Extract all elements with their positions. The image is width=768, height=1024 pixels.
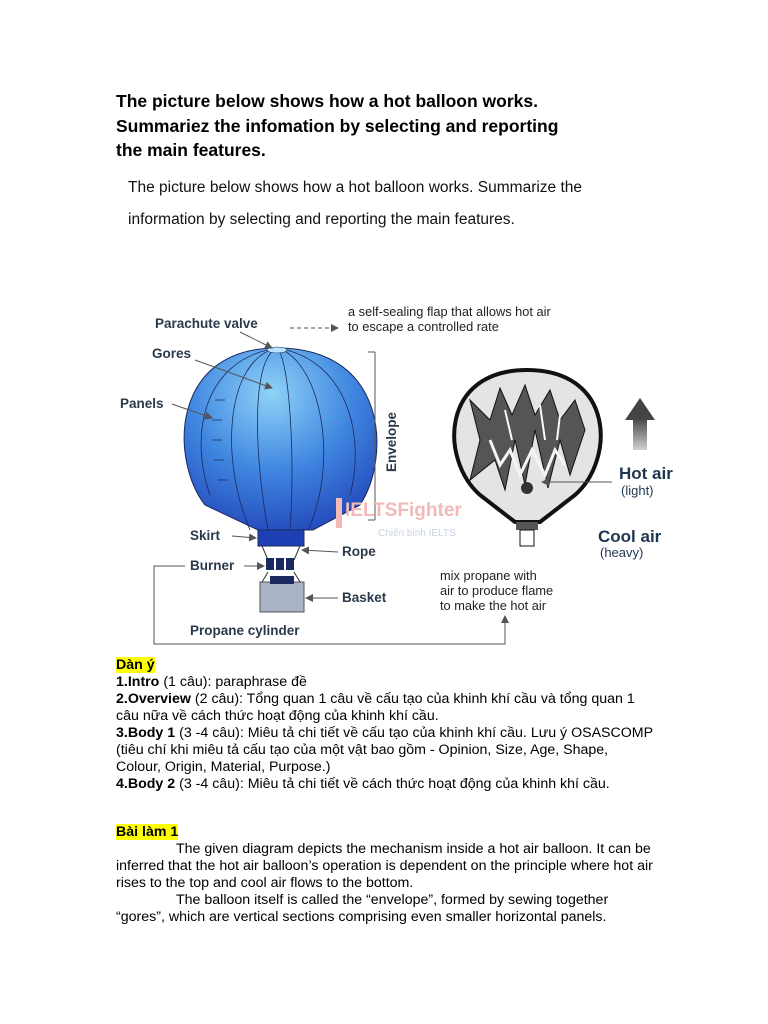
outline-item-4: 4.Body 2 (3 -4 câu): Miêu tả chi tiết về cách thức hoạt động của khinh khí cầu. [116,776,610,792]
note-flap-line-2: to escape a controlled rate [348,319,499,334]
label-hot-air: Hot air [619,464,673,483]
outline-section [116,657,656,793]
prompt-line-2: information by selecting and reporting the main features. [128,211,515,228]
watermark-logo: IELTSFighter [345,500,462,521]
watermark-tagline: Chiến binh IELTS [378,528,456,539]
note-mix-line-1: mix propane with [440,568,537,583]
burner [266,558,294,570]
label-panels: Panels [120,396,164,411]
label-cool-air-sub: (heavy) [600,545,644,560]
heading-line-3: the main features. [116,140,266,160]
label-cool-air: Cool air [598,527,662,546]
label-basket: Basket [342,590,387,605]
heading-line-2: Summariez the infomation by selecting and reporting [116,115,559,136]
outline-title: Dàn ý [116,657,155,673]
essay-paragraph-2: The balloon itself is called the “envelope”, formed by sewing together “gores”, which are vertical sections comprising even smaller horizontal panels. [116,892,609,925]
task-heading [116,89,676,163]
label-rope: Rope [342,544,376,559]
label-hot-air-sub: (light) [621,483,654,498]
task-prompt [128,172,728,236]
heading-line-1: The picture below shows how a hot balloon works. [116,91,538,111]
rising-air-arrow-icon [625,398,655,450]
basket [260,582,304,612]
label-gores: Gores [152,346,192,361]
label-skirt: Skirt [190,528,221,543]
essay-title: Bài làm 1 [116,824,179,840]
essay-paragraph-1: The given diagram depicts the mechanism inside a hot air balloon. It can be inferred that the hot air balloon’s operation is dependent on the principle where hot air rises to the top and cool air flows to the bottom. [116,841,653,891]
hot-balloon-diagram [0,290,768,650]
outline-item-2: 2.Overview (2 câu): Tổng quan 1 câu về cấu tạo của khinh khí cầu và tổng quan 1 câu nữa về cách thức hoạt động của khinh khí cầu. [116,691,635,724]
note-mix-line-3: to make the hot air [440,598,546,613]
note-flap-line-1: a self-sealing flap that allows hot air [348,304,551,319]
outline-item-1: 1.Intro (1 câu): paraphrase đề [116,674,307,690]
label-envelope: Envelope [384,411,399,472]
label-parachute-valve: Parachute valve [155,316,258,331]
prompt-line-1: The picture below shows how a hot balloon works. Summarize the [128,179,583,196]
essay-section [116,824,656,926]
label-propane-cylinder: Propane cylinder [190,623,300,638]
label-burner: Burner [190,558,235,573]
balloon-cross-section [454,370,601,546]
outline-item-3: 3.Body 1 (3 -4 câu): Miêu tả chi tiết về cấu tạo của khinh khí cầu. Lưu ý OSASCOMP (tiêu chí khi miêu tả cấu tạo của một vật bao gồm - Opinion, Size, Age, Shape, Colour, Origin, Material, Purpose.) [116,725,653,775]
skirt [258,530,304,546]
note-mix-line-2: air to produce flame [440,583,554,598]
